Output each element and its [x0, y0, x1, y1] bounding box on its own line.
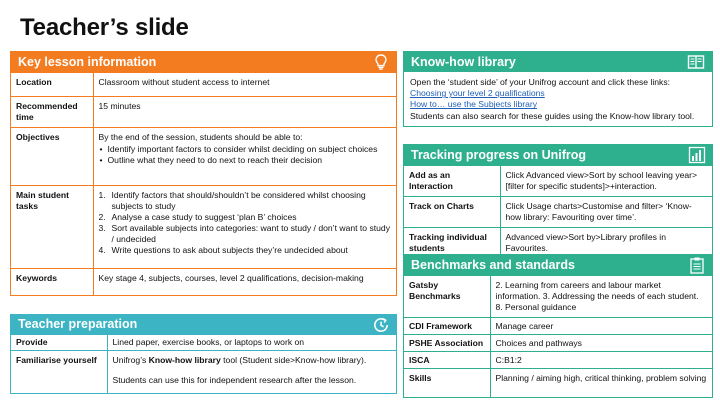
familiarise-value: Unifrog’s Know-how library tool (Student side>Know-how library). Students can use this for independent research after the lesson. — [107, 351, 396, 393]
benchmark-value: Choices and pathways — [490, 335, 712, 352]
clock-icon — [372, 316, 390, 334]
table-row — [404, 335, 712, 352]
keywords-value: Key stage 4, subjects, courses, level 2 qualifications, decision-making — [93, 269, 396, 295]
table-row — [404, 352, 712, 369]
time-value: 15 minutes — [93, 97, 396, 128]
table-row — [11, 186, 396, 269]
benchmarks-table — [404, 275, 712, 397]
benchmark-value: C:B1:2 — [490, 352, 712, 369]
tracking-value: Click Advanced view>Sort by school leaving year>[filter for specific students]>+interaction. — [500, 166, 712, 197]
teacher-prep-header — [11, 315, 396, 334]
benchmarks-title: Benchmarks and standards — [411, 258, 575, 272]
benchmark-value: 2. Learning from careers and labour market information. 3. Addressing the needs of each student. 8. Personal guidance — [490, 276, 712, 318]
know-how-panel — [403, 51, 713, 127]
table-row — [404, 318, 712, 335]
table-row — [11, 335, 396, 351]
location-value: Classroom without student access to internet — [93, 73, 396, 97]
location-label: Location — [11, 73, 93, 97]
know-how-outro: Students can also search for these guides using the Know-how library tool. — [410, 110, 695, 121]
bar-chart-icon — [688, 146, 706, 164]
tracking-panel — [403, 144, 713, 259]
key-lesson-table — [11, 72, 396, 295]
provide-label: Provide — [11, 335, 107, 351]
objectives-label: Objectives — [11, 128, 93, 186]
know-how-header — [404, 52, 712, 72]
teacher-prep-table — [11, 334, 396, 393]
table-row — [11, 269, 396, 295]
tracking-label: Track on Charts — [404, 197, 500, 228]
table-row — [11, 73, 396, 97]
teacher-prep-panel — [10, 314, 397, 394]
link-subjects-library[interactable]: How to… use the Subjects library — [410, 99, 538, 110]
benchmark-label: PSHE Association — [404, 335, 490, 352]
familiarise-label: Familiarise yourself — [11, 351, 107, 393]
table-row — [404, 166, 712, 197]
benchmark-label: Gatsby Benchmarks — [404, 276, 490, 318]
know-how-intro: Open the ‘student side’ of your Unifrog account and click these links: — [410, 77, 671, 87]
key-lesson-title: Key lesson information — [18, 55, 157, 69]
tracking-value: Advanced view>Sort by>Library profiles in Favourites. — [500, 228, 712, 259]
tasks-list — [99, 190, 392, 256]
tracking-header — [404, 145, 712, 165]
link-level2-qualifications[interactable]: Choosing your level 2 qualifications — [410, 88, 545, 99]
tracking-value: Click Usage charts>Customise and filter> ‘Know-how library: Favouriting over time’. — [500, 197, 712, 228]
benchmark-label: ISCA — [404, 352, 490, 369]
key-lesson-panel — [10, 51, 397, 296]
tracking-title: Tracking progress on Unifrog — [411, 148, 587, 162]
know-how-title: Know-how library — [411, 55, 516, 69]
list-item: • Identify important factors to consider whilst deciding on subject choices — [99, 144, 392, 155]
objectives-list — [99, 144, 392, 166]
keywords-label: Keywords — [11, 269, 93, 295]
know-how-body — [404, 72, 712, 126]
list-item: 3. Sort available subjects into categories: want to study / don’t want to study / undecided — [98, 223, 390, 244]
page-title: Teacher’s slide — [20, 14, 189, 41]
list-item: • Outline what they need to do next to reach their decision — [99, 155, 392, 166]
table-row — [404, 276, 712, 318]
tracking-table — [404, 165, 712, 258]
time-label: Recommended time — [11, 97, 93, 128]
clipboard-icon — [688, 256, 706, 274]
list-item: 2. Analyse a case study to suggest ‘plan B’ choices — [98, 212, 297, 222]
benchmark-value: Planning / aiming high, critical thinking, problem solving — [490, 369, 712, 397]
tracking-label: Tracking individual students — [404, 228, 500, 259]
tasks-label: Main student tasks — [11, 186, 93, 269]
list-item: 1. Identify factors that should/shouldn’t be considered whilst choosing subjects to study — [98, 190, 366, 211]
benchmarks-header — [404, 255, 712, 275]
table-row — [404, 369, 712, 397]
benchmark-label: CDI Framework — [404, 318, 490, 335]
list-item: 4. Write questions to ask about subjects they’re undecided about — [98, 245, 348, 255]
benchmarks-panel — [403, 254, 713, 398]
objectives-intro: By the end of the session, students should be able to: — [98, 132, 303, 142]
book-icon — [686, 53, 706, 71]
table-row — [11, 97, 396, 128]
table-row — [404, 197, 712, 228]
benchmark-label: Skills — [404, 369, 490, 397]
provide-value: Lined paper, exercise books, or laptops to work on — [107, 335, 396, 351]
benchmark-value: Manage career — [490, 318, 712, 335]
table-row — [11, 128, 396, 186]
tracking-label: Add as an Interaction — [404, 166, 500, 197]
table-row — [11, 351, 396, 393]
lightbulb-icon — [372, 53, 390, 71]
key-lesson-header — [11, 52, 396, 72]
teacher-prep-title: Teacher preparation — [18, 317, 138, 331]
